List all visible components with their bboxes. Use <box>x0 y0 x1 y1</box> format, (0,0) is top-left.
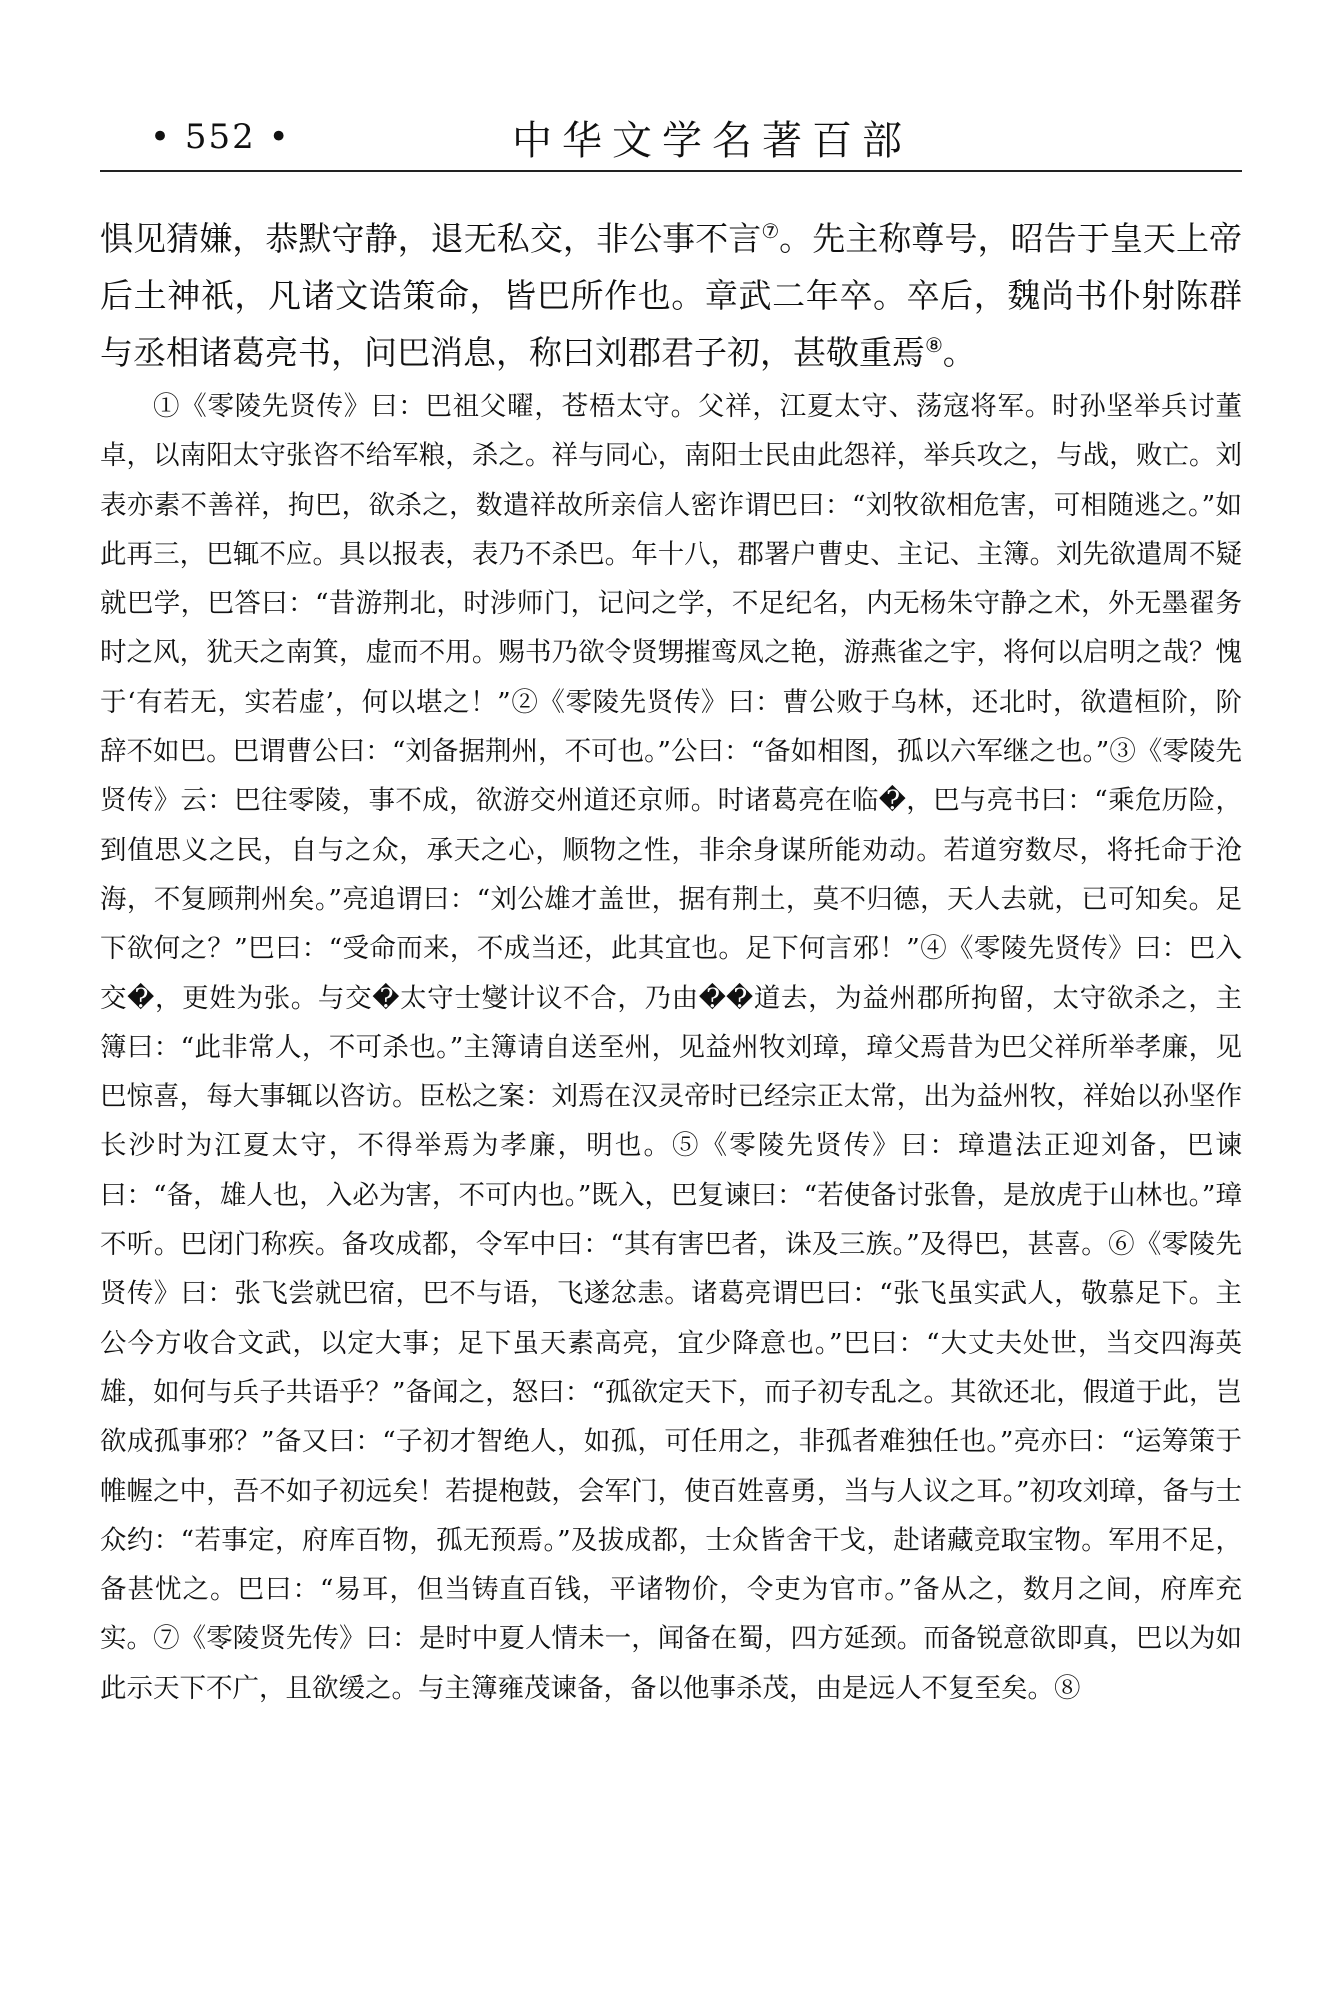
page-number: • 552 • <box>150 117 291 157</box>
main-text-part: 。 <box>942 333 976 372</box>
footnote-marker: ⑦ <box>761 220 780 243</box>
main-text-part: 惧见猜嫌，恭默守静，退无私交，非公事不言 <box>100 219 762 258</box>
header-rule <box>100 170 1242 172</box>
main-text-part: 。先主称尊号，昭告于皇天上帝后土神祇，凡诸文诰策命，皆巴所作也。章武二年卒。卒后，魏尚书仆射陈群与丞相诸葛亮书，问巴消息，称曰刘郡君子初，甚敬重焉 <box>100 219 1243 372</box>
running-title: 中华文学名著百部 <box>512 118 912 164</box>
page-header <box>100 105 1242 165</box>
annotation-paragraph: ①《零陵先贤传》曰：巴祖父曜，苍梧太守。父祥，江夏太守、荡寇将军。时孙坚举兵讨董卓，以南阳太守张咨不给军粮，杀之。祥与同心，南阳士民由此怨祥，举兵攻之，与战，败亡。刘表亦素不善祥，拘巴，欲杀之，数遣祥故所亲信人密诈谓巴曰：“刘牧欲相危害，可相随逃之。”如此再三，巴辄不应。具以报表，表乃不杀巴。年十八，郡署户曹史、主记、主簿。刘先欲遣周不疑就巴学，巴答曰：“昔游荆北，时涉师门，记问之学，不足纪名，内无杨朱守静之术，外无墨翟务时之风，犹天之南箕，虚而不用。赐书乃欲令贤甥摧鸾凤之艳，游燕雀之宇，将何以启明之哉？愧于‘有若无，实若虚’，何以堪之！”②《零陵先贤传》曰：曹公败于乌林，还北时，欲遣桓阶，阶辞不如巴。巴谓曹公曰：“刘备据荆州，不可也。”公曰：“备如相图，孤以六军继之也。”③《零陵先贤传》云：巴往零陵，事不成，欲游交州道还京师。时诸葛亮在临�，巴与亮书曰：“乘危历险，到值思义之民，自与之众，承天之心，顺物之性，非余身谋所能劝动。若道穷数尽，将托命于沧海，不复顾荆州矣。”亮追谓曰：“刘公雄才盖世，据有荆土，莫不归德，天人去就，已可知矣。足下欲何之？”巴曰：“受命而来，不成当还，此其宜也。足下何言邪！”④《零陵先贤传》曰：巴入交�，更姓为张。与交�太守士燮计议不合，乃由��道去，为益州郡所拘留，太守欲杀之，主簿曰：“此非常人，不可杀也。”主簿请自送至州，见益州牧刘璋，璋父焉昔为巴父祥所举孝廉，见巴惊喜，每大事辄以咨访。臣松之案：刘焉在汉灵帝时已经宗正太常，出为益州牧，祥始以孙坚作长沙时为江夏太守，不得举焉为孝廉，明也。⑤《零陵先贤传》曰：璋遣法正迎刘备，巴谏曰：“备，雄人也，入必为害，不可内也。”既入，巴复谏曰：“若使备讨张鲁，是放虎于山林也。”璋不听。巴闭门称疾。备攻成都，令军中曰：“其有害巴者，诛及三族。”及得巴，甚喜。⑥《零陵先贤传》曰：张飞尝就巴宿，巴不与语，飞遂忿恚。诸葛亮谓巴曰：“张飞虽实武人，敬慕足下。主公今方收合文武，以定大事；足下虽天素高亮，宜少降意也。”巴曰：“大丈夫处世，当交四海英雄，如何与兵子共语乎？”备闻之，怒曰：“孤欲定天下，而子初专乱之。其欲还北，假道于此，岂欲成孤事邪？”备又曰：“子初才智绝人，如孤，可任用之，非孤者难独任也。”亮亦曰：“运筹策于帷幄之中，吾不如子初远矣！若提枹鼓，会军门，使百姓喜勇，当与人议之耳。”初攻刘璋，备与士众约：“若事定，府库百物，孤无预焉。”及拔成都，士众皆舍干戈，赴诸藏竞取宝物。军用不足，备甚忧之。巴曰：“易耳，但当铸直百钱，平诸物价，令吏为官市。”备从之，数月之间，府库充实。⑦《零陵贤先传》曰：是时中夏人情未一，闻备在蜀，四方延颈。而备锐意欲即真，巴以为如此示天下不广，且欲缓之。与主簿雍茂谏备，备以他事杀茂，由是远人不复至矣。⑧ <box>100 391 1243 1704</box>
footnote-marker: ⑧ <box>925 334 943 357</box>
main-text-paragraph <box>100 210 1242 381</box>
